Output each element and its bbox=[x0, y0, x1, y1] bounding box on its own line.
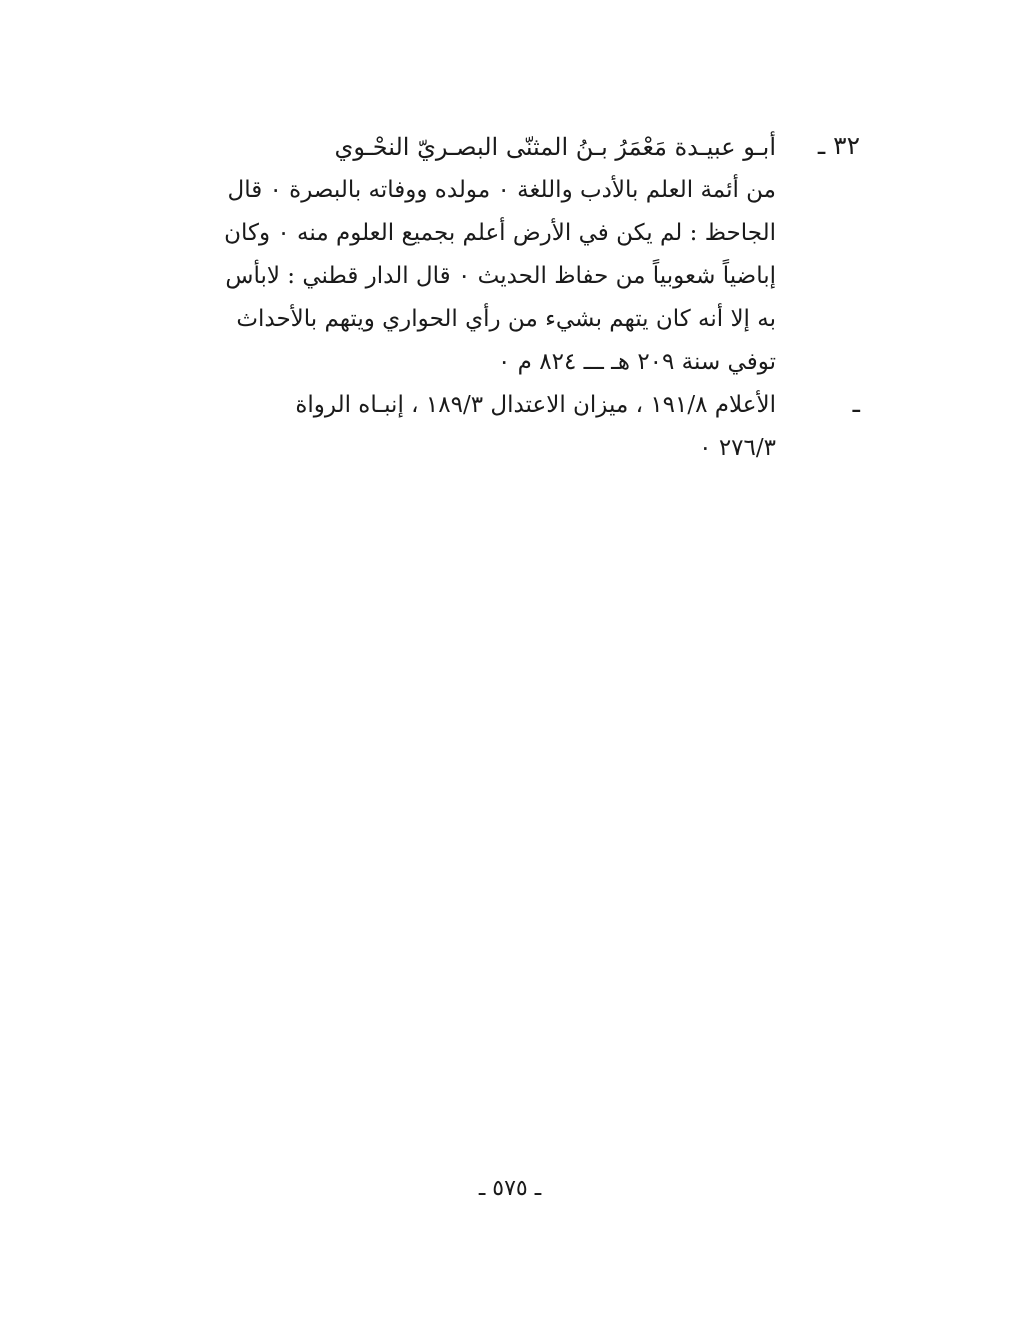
page-number: ـ ٥٧٥ ـ bbox=[478, 1176, 542, 1201]
biography-entry bbox=[200, 126, 860, 384]
references-row bbox=[200, 384, 860, 470]
reference-line: الأعلام ١٩١/٨ ، ميزان الاعتدال ١٨٩/٣ ، إنبـاه الرواة bbox=[295, 392, 776, 418]
reference-line: ٢٧٦/٣ ٠ bbox=[699, 435, 776, 461]
entry-row bbox=[200, 126, 860, 384]
entry-line: إباضياً شعوبياً من حفاظ الحديث ٠ قال الدار قطني : لابأس bbox=[225, 263, 776, 289]
entry-text bbox=[200, 126, 776, 384]
entry-line: به إلا أنه كان يتهم بشيء من رأي الحواري ويتهم بالأحداث bbox=[236, 306, 776, 332]
entry-heading: أبـو عبيـدة مَعْمَرُ بـنُ المثنّى البصـريّ النحْـوي bbox=[334, 133, 776, 161]
entry-line: من أئمة العلم بالأدب واللغة ٠ مولده ووفاته بالبصرة ٠ قال bbox=[227, 177, 776, 203]
references-block bbox=[200, 384, 860, 470]
references-dash: ـ bbox=[852, 389, 860, 418]
references-text bbox=[200, 384, 800, 470]
entry-line: الجاحظ : لم يكن في الأرض أعلم بجميع العلوم منه ٠ وكان bbox=[224, 220, 776, 246]
entry-number: ٣٢ ـ bbox=[817, 131, 860, 160]
entry-line: توفي سنة ٢٠٩ هـ ـــ ٨٢٤ م ٠ bbox=[498, 349, 776, 375]
